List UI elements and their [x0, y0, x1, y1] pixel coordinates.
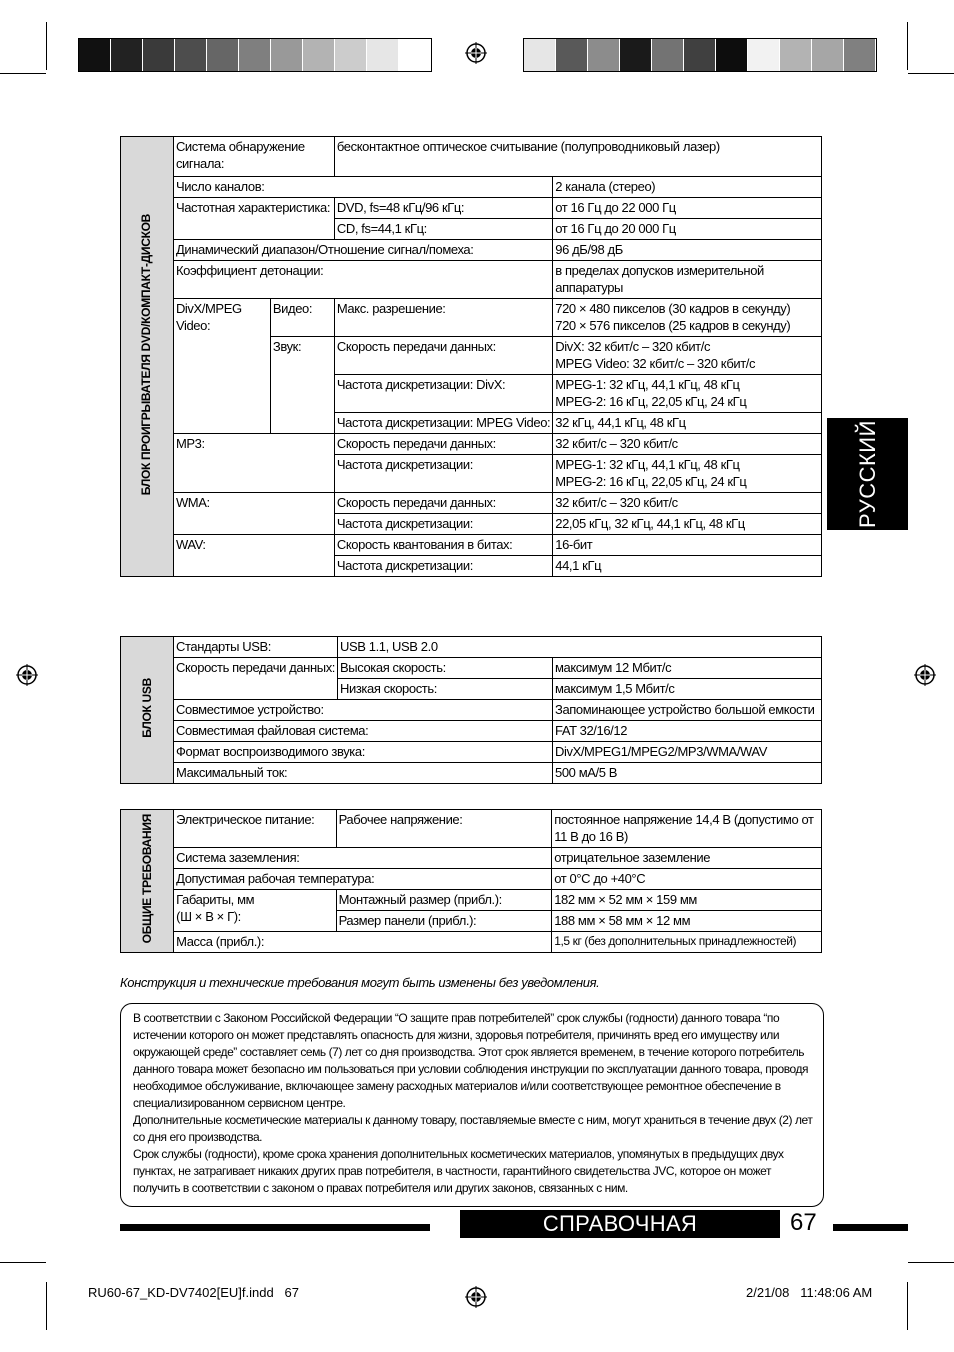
crop-mark: [46, 1282, 47, 1330]
spec-label: WAV:: [173, 535, 334, 577]
color-swatch: [652, 39, 684, 71]
legal-paragraph: В соответствии с Законом Российской Федерации “О защите прав потребителей” срок службы (годности) данного товара “по истечении которого он может представлять опасность для жизни, здоровья потребителя, причинять вред его имуществу или окружающей среде” составляет семь (7) лет со дня производства. Этот срок является временем, в течение которого потребитель данного товара может безопасно им пользоваться при условии соблюдения инструкции по эксплуатации данного товара, проводя необходимое обслуживание, включающее замену расходных материалов и/или соответствующее ремонтное обеспечение в специализированном сервисном центре.: [133, 1011, 809, 1110]
spec-label: Максимальный ток:: [174, 763, 553, 784]
color-swatch: [716, 39, 748, 71]
color-swatch: [748, 39, 780, 71]
spec-value: 96 дБ/98 дБ: [553, 240, 822, 261]
color-swatch: [780, 39, 812, 71]
section-side-label: БЛОК ПРОИГРЫВАТЕЛЯ DVD/КОМПАКТ-ДИСКОВ: [121, 137, 174, 577]
spec-value: USB 1.1, USB 2.0: [338, 637, 822, 658]
crosshair-registration-icon: [914, 664, 936, 686]
spec-sublabel: Частота дискретизации: MPEG Video:: [334, 413, 552, 434]
color-swatch: [271, 39, 303, 71]
spec-sublabel: Видео:: [270, 299, 334, 337]
spec-label: WMA:: [173, 493, 334, 535]
spec-sublabel: Макс. разрешение:: [334, 299, 552, 337]
spec-value: максимум 1,5 Мбит/с: [553, 679, 822, 700]
spec-label: MP3:: [173, 434, 334, 493]
spec-value: 188 мм × 58 мм × 12 мм: [552, 911, 822, 932]
spec-value: отрицательное заземление: [552, 848, 822, 869]
spec-value: 32 кГц, 44,1 кГц, 48 кГц: [553, 413, 822, 434]
crosshair-registration-icon: [465, 1286, 487, 1308]
spec-change-note: Конструкция и технические требования могут быть изменены без уведомления.: [120, 975, 600, 990]
spec-sublabel: Скорость квантования в битах:: [334, 535, 552, 556]
spec-sublabel: Размер панели (прибл.):: [336, 911, 552, 932]
spec-label: Система заземления:: [174, 848, 552, 869]
spec-label: Число каналов:: [173, 177, 552, 198]
spec-sublabel: Звук:: [270, 337, 334, 434]
spec-value: бесконтактное оптическое считывание (полупроводниковый лазер): [334, 137, 821, 177]
spec-sublabel: Частота дискретизации:: [334, 514, 552, 535]
crop-mark: [0, 73, 46, 74]
crop-mark: [908, 1262, 954, 1263]
spec-sublabel: Скорость передачи данных:: [334, 337, 552, 375]
usb-spec-table: [120, 636, 822, 784]
spec-value: Запоминающее устройство большой емкости: [553, 700, 822, 721]
color-bar-left: [78, 38, 432, 72]
spec-value: FAT 32/16/12: [553, 721, 822, 742]
spec-label: Допустимая рабочая температура:: [174, 869, 552, 890]
spec-sublabel: CD, fs=44,1 кГц:: [334, 219, 552, 240]
spec-sublabel: DVD, fs=48 кГц/96 кГц:: [334, 198, 552, 219]
spec-value: 182 мм × 52 мм × 159 мм: [552, 890, 822, 911]
spec-label: Система обнаружение сигнала:: [173, 137, 334, 177]
color-swatch: [335, 39, 367, 71]
spec-value: MPEG-1: 32 кГц, 44,1 кГц, 48 кГц MPEG-2: 16 кГц, 22,05 кГц, 24 кГц: [553, 455, 822, 493]
footer-rule-left: [120, 1224, 430, 1231]
spec-value: от 16 Гц до 20 000 Гц: [553, 219, 822, 240]
spec-value: 16-бит: [553, 535, 822, 556]
spec-label: Совместимая файловая система:: [174, 721, 553, 742]
spec-value: MPEG-1: 32 кГц, 44,1 кГц, 48 кГц MPEG-2: 16 кГц, 22,05 кГц, 24 кГц: [553, 375, 822, 413]
spec-value: максимум 12 Мбит/с: [553, 658, 822, 679]
spec-value: в пределах допусков измерительной аппаратуры: [553, 261, 822, 299]
color-bar-right: [523, 38, 877, 72]
spec-sublabel: Частота дискретизации: DivX:: [334, 375, 552, 413]
spec-value: 22,05 кГц, 32 кГц, 44,1 кГц, 48 кГц: [553, 514, 822, 535]
spec-label: Динамический диапазон/Отношение сигнал/помеха:: [173, 240, 552, 261]
spec-label: Формат воспроизводимого звука:: [174, 742, 553, 763]
spec-sublabel: Рабочее напряжение:: [336, 810, 552, 848]
file-slug: RU60-67_KD-DV7402[EU]f.indd 67: [88, 1285, 300, 1300]
color-swatch: [207, 39, 239, 71]
color-swatch: [111, 39, 143, 71]
spec-sublabel: Низкая скорость:: [338, 679, 553, 700]
spec-sublabel: Скорость передачи данных:: [334, 434, 552, 455]
section-title: СПРАВОЧНАЯ ИНФОРМАЦИЯ: [460, 1210, 780, 1238]
crop-mark: [46, 22, 47, 70]
spec-label: Частотная характеристика:: [173, 198, 334, 240]
dvd-spec-table: [120, 136, 822, 577]
color-swatch: [239, 39, 271, 71]
spec-value: 720 × 480 пикселов (30 кадров в секунду) 720 × 576 пикселов (25 кадров в секунду): [553, 299, 822, 337]
spec-value: DivX: 32 кбит/с – 320 кбит/с MPEG Video: 32 кбит/с – 320 кбит/с: [553, 337, 822, 375]
legal-paragraph: Срок службы (годности), кроме срока хранения дополнительных косметических материалов, упомянутых в предыдущих двух пунктах, не затрагивает никаких других прав потребителя, в частности, гарантийного свидетельства JVC, которое он может получить в соответствии с законом о правах потребителя или других законов, связанных с ним.: [133, 1147, 784, 1195]
general-spec-table: [120, 809, 822, 953]
spec-sublabel: Частота дискретизации:: [334, 556, 552, 577]
spec-value: 44,1 кГц: [553, 556, 822, 577]
color-swatch: [684, 39, 716, 71]
color-swatch: [844, 39, 876, 71]
color-swatch: [524, 39, 556, 71]
spec-label: Коэффициент детонации:: [173, 261, 552, 299]
language-tab: РУССКИЙ: [827, 418, 908, 530]
color-swatch: [367, 39, 399, 71]
spec-label: Скорость передачи данных:: [174, 658, 338, 700]
spec-label: Стандарты USB:: [174, 637, 338, 658]
color-swatch: [620, 39, 652, 71]
crop-mark: [907, 22, 908, 70]
spec-value: DivX/MPEG1/MPEG2/MP3/WMA/WAV: [553, 742, 822, 763]
section-side-label: БЛОК USB: [121, 637, 174, 784]
spec-sublabel: Скорость передачи данных:: [334, 493, 552, 514]
spec-value: 1,5 кг (без дополнительных принадлежностей): [552, 932, 822, 953]
crosshair-registration-icon: [16, 664, 38, 686]
legal-paragraph: Дополнительные косметические материалы к данному товару, поставляемые вместе с ним, могут храниться в течение двух (2) лет со дня его производства.: [133, 1113, 813, 1144]
spec-label: Совместимое устройство:: [174, 700, 553, 721]
color-swatch: [303, 39, 335, 71]
spec-value: постоянное напряжение 14,4 В (допустимо от 11 В до 16 В): [552, 810, 822, 848]
color-swatch: [175, 39, 207, 71]
legal-notice-box: [120, 1003, 824, 1207]
spec-value: от 16 Гц до 22 000 Гц: [553, 198, 822, 219]
crosshair-registration-icon: [465, 42, 487, 64]
page-number: 67: [790, 1209, 817, 1236]
crop-mark: [908, 73, 954, 74]
spec-label: Габариты, мм (Ш × В × Г):: [174, 890, 336, 932]
spec-value: 500 мА/5 В: [553, 763, 822, 784]
spec-label: Электрическое питание:: [174, 810, 336, 848]
crop-mark: [0, 1262, 46, 1263]
spec-value: 2 канала (стерео): [553, 177, 822, 198]
spec-value: от 0°C до +40°C: [552, 869, 822, 890]
spec-value: 32 кбит/с – 320 кбит/с: [553, 434, 822, 455]
footer-rule-right: [833, 1224, 908, 1231]
color-swatch: [79, 39, 111, 71]
spec-sublabel: Частота дискретизации:: [334, 455, 552, 493]
spec-sublabel: Монтажный размер (прибл.):: [336, 890, 552, 911]
date-slug: 2/21/08 11:48:06 AM: [746, 1285, 873, 1300]
section-side-label: ОБЩИЕ ТРЕБОВАНИЯ: [121, 810, 174, 953]
color-swatch: [812, 39, 844, 71]
color-swatch: [399, 39, 431, 71]
spec-label: Масса (прибл.):: [174, 932, 552, 953]
spec-sublabel: Высокая скорость:: [338, 658, 553, 679]
color-swatch: [588, 39, 620, 71]
spec-label: DivX/MPEG Video:: [173, 299, 270, 434]
spec-value: 32 кбит/с – 320 кбит/с: [553, 493, 822, 514]
crop-mark: [907, 1282, 908, 1330]
color-swatch: [143, 39, 175, 71]
color-swatch: [556, 39, 588, 71]
